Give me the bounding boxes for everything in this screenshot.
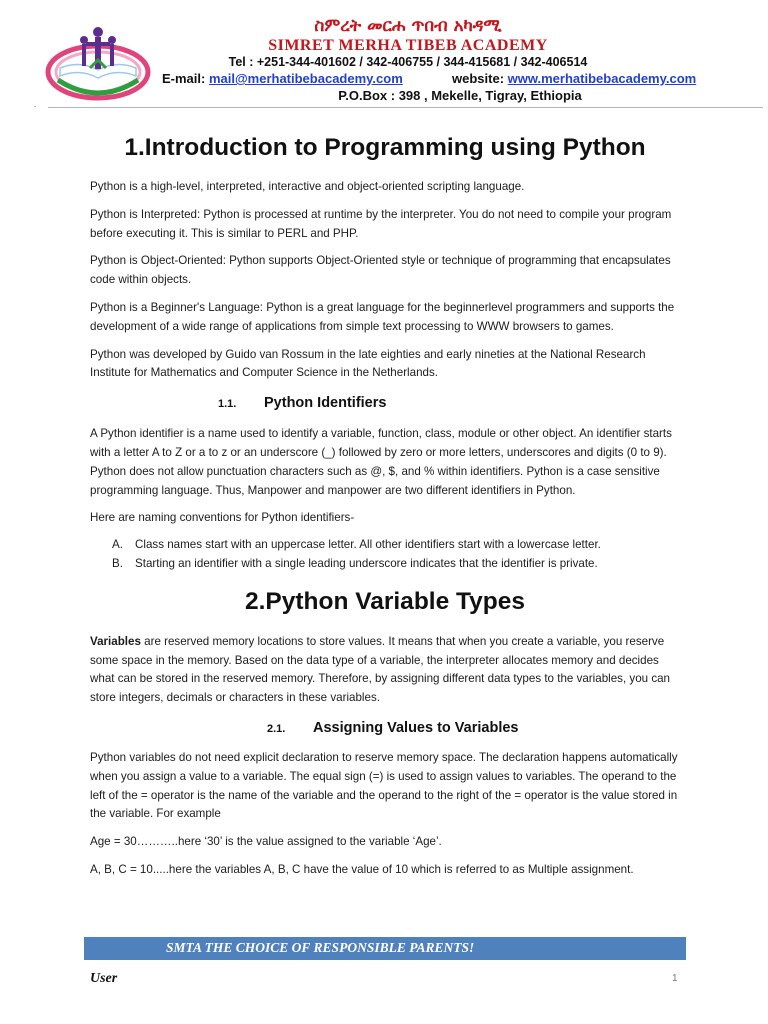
list-item [90,536,680,555]
variables-paragraph [90,633,680,708]
footer-author: User [90,971,118,986]
document-body [90,130,680,889]
school-name-amharic: ስምረት መርሐ ጥበብ አካዳሚ [314,16,502,36]
email-label: E-mail: [162,71,206,86]
email-link[interactable]: mail@merhatibebacademy.com [208,71,403,86]
school-name: SIMRET MERHA TIBEB ACADEMY [268,37,548,54]
academy-logo [40,20,158,106]
section-1-paragraph-2: Python is Interpreted: Python is processed at runtime by the interpreter. You do not need to compile your program before executing it. This is similar to PERL and PHP. [90,207,672,240]
letterhead-divider [48,107,763,108]
footer-slogan-band [84,937,686,960]
assignment-example-1: Age = 30………..here ‘30’ is the value assigned to the variable ‘Age’. [90,835,442,849]
section-2-title: 2.Python Variable Types [244,587,526,615]
naming-conventions-list [90,536,680,574]
list-marker: B. [112,556,123,570]
telephone-line: Tel : +251-344-401602 / 342-406755 / 344-415681 / 342-406514 [228,55,588,69]
section-2-1-heading [90,717,680,740]
page-number: 1 [672,973,678,984]
section-1-1-heading [90,392,680,415]
assignment-example-2: A, B, C = 10.....here the variables A, B, C have the value of 10 which is referred to as Multiple assignment. [90,862,634,876]
section-1-paragraph-4: Python is a Beginner's Language: Python is a great language for the beginnerlevel programmers and supports the development of a wide range of applications from simple text processing to WWW browsers to games. [90,300,675,333]
list-item [90,555,680,574]
footer-slogan: SMTA THE CHOICE OF RESPONSIBLE PARENTS! [166,940,475,955]
variables-description: are reserved memory locations to store values. It means that when you create a variable, you reserve some space in the memory. Based on the data type of a variable, the interpreter allocates memory and decides what can be stored in the reserved memory. Therefore, by assigning different data types to the variables, you can store integers, decimals or characters in these variables. [90,634,671,705]
list-marker: A. [112,538,123,552]
section-number: 1.1. [218,398,237,411]
section-1-1-title: Python Identifiers [264,395,387,412]
assignment-paragraph: Python variables do not need explicit declaration to reserve memory space. The declaration happens automatically when you assign a value to a variable. The equal sign (=) is used to assign values to variables. The operand to the left of the = operator is the name of the variable and the operand to the right of the = operator is the value stored in the variable. For example [90,750,678,821]
section-1-paragraph-5: Python was developed by Guido van Rossum in the late eighties and early nineties at the National Research Institute for Mathematics and Computer Science in the Netherlands. [90,347,646,380]
stray-dot: . [34,100,37,109]
list-item-text: Class names start with an uppercase letter. All other identifiers start with a lowercase letter. [135,538,601,552]
list-item-text: Starting an identifier with a single leading underscore indicates that the identifier is private. [135,556,598,570]
identifiers-paragraph: A Python identifier is a name used to identify a variable, function, class, module or other object. An identifier starts with a letter A to Z or a to z or an underscore (_) followed by zero or more letters, underscores and digits (0 to 9). Python does not allow punctuation characters such as @, $, and % within identifiers. Python is a case sensitive programming language. Thus, Manpower and manpower are two different identifiers in Python. [90,427,672,497]
section-number: 2.1. [267,722,286,735]
po-box-line: P.O.Box : 398 , Mekelle, Tigray, Ethiopia [338,88,582,103]
website-label: website: [452,71,505,86]
section-2-1-title: Assigning Values to Variables [313,719,519,736]
naming-conventions-intro: Here are naming conventions for Python identifiers- [90,511,355,525]
section-1-paragraph-3: Python is Object-Oriented: Python supports Object-Oriented style or technique of programming that encapsulates code within objects. [90,254,671,287]
contact-line [162,71,762,86]
letterhead [0,0,768,112]
variables-term: Variables [90,634,141,648]
section-1-title: 1.Introduction to Programming using Python [124,134,646,161]
website-link[interactable]: www.merhatibebacademy.com [507,71,697,86]
section-1-paragraph-1: Python is a high-level, interpreted, interactive and object-oriented scripting language. [90,180,525,193]
